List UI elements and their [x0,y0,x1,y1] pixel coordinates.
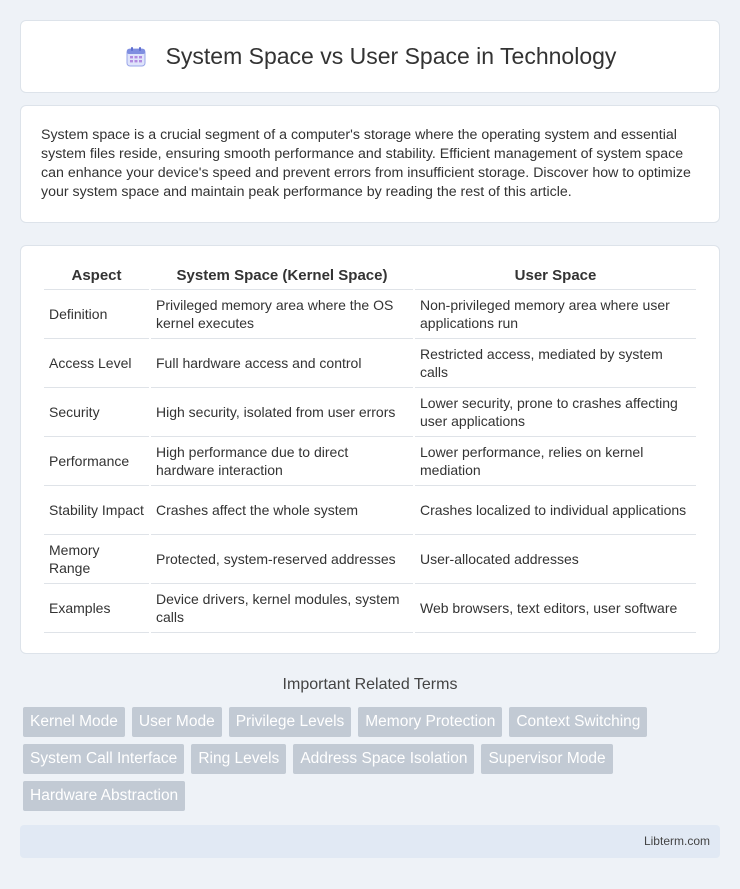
aspect-cell: Definition [44,290,149,339]
system-space-cell: Full hardware access and control [151,339,413,388]
user-space-cell: Lower security, prone to crashes affecting user applications [415,388,696,437]
header-system-space: System Space (Kernel Space) [151,262,413,290]
comparison-table [42,262,698,633]
aspect-cell: Memory Range [44,535,149,584]
table-row [44,535,696,584]
related-term-tag[interactable]: Privilege Levels [229,707,352,737]
aspect-cell: Examples [44,584,149,633]
table-row [44,437,696,486]
related-term-tag[interactable]: Memory Protection [358,707,502,737]
related-term-tag[interactable]: Supervisor Mode [481,744,612,774]
intro-card [20,105,720,223]
system-space-cell: Protected, system-reserved addresses [151,535,413,584]
table-row [44,584,696,633]
related-term-tag[interactable]: Context Switching [509,707,647,737]
header-user-space: User Space [415,262,696,290]
related-term-tag[interactable]: Ring Levels [191,744,286,774]
system-space-cell: Privileged memory area where the OS kernel executes [151,290,413,339]
related-terms-heading: Important Related Terms [282,676,458,693]
related-term-tag[interactable]: System Call Interface [23,744,184,774]
table-row [44,290,696,339]
header-aspect: Aspect [44,262,149,290]
table-header-row [44,262,696,290]
user-space-cell: Lower performance, relies on kernel mediation [415,437,696,486]
title-card [20,20,720,93]
user-space-cell: Non-privileged memory area where user applications run [415,290,696,339]
related-term-tag[interactable]: Kernel Mode [23,707,125,737]
comparison-card [20,245,720,654]
user-space-cell: Restricted access, mediated by system calls [415,339,696,388]
related-term-tag[interactable]: Address Space Isolation [293,744,474,774]
user-space-cell: Web browsers, text editors, user software [415,584,696,633]
system-space-cell: High performance due to direct hardware interaction [151,437,413,486]
page-title: System Space vs User Space in Technology [165,43,617,69]
system-space-cell: Device drivers, kernel modules, system calls [151,584,413,633]
footer-site[interactable]: Libterm.com [643,834,710,848]
user-space-cell: Crashes localized to individual applications [415,486,696,535]
related-terms-list [23,707,723,818]
table-row [44,339,696,388]
table-row [44,486,696,535]
aspect-cell: Performance [44,437,149,486]
table-row [44,388,696,437]
intro-text: System space is a crucial segment of a computer's storage where the operating system and essential system files reside, ensuring smooth performance and stability. Efficient management of system space can enhance your device's speed and prevent errors from insufficient storage. Discover how to optimize your system space and maintain peak performance by reading the rest of this article. [41,127,691,200]
system-space-cell: High security, isolated from user errors [151,388,413,437]
related-term-tag[interactable]: User Mode [132,707,222,737]
footer [20,825,720,858]
user-space-cell: User-allocated addresses [415,535,696,584]
aspect-cell: Access Level [44,339,149,388]
related-term-tag[interactable]: Hardware Abstraction [23,781,185,811]
system-space-cell: Crashes affect the whole system [151,486,413,535]
aspect-cell: Stability Impact [44,486,149,535]
aspect-cell: Security [44,388,149,437]
calendar-icon [124,45,148,69]
